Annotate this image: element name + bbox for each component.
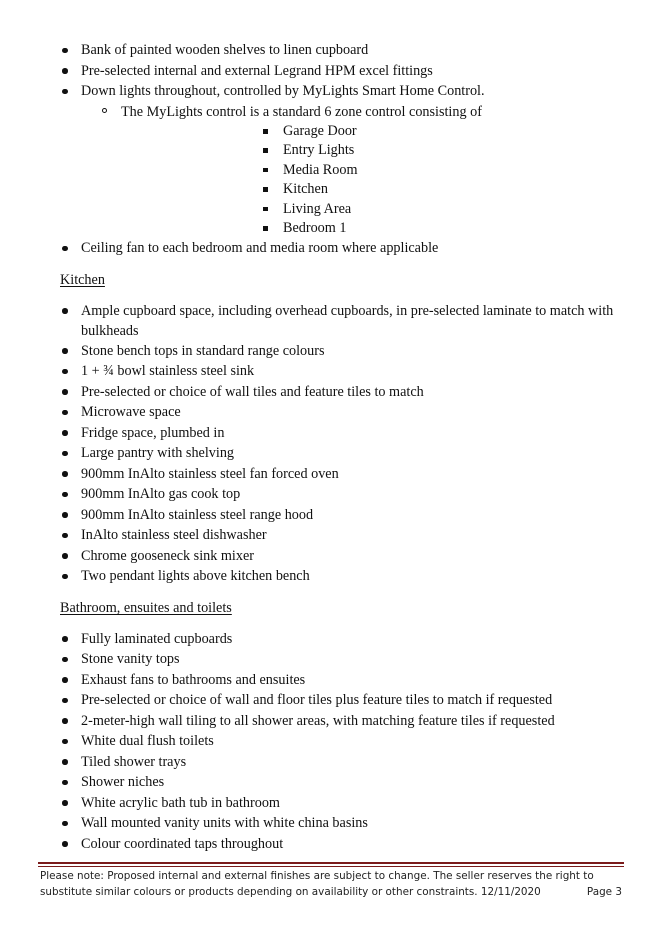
list-item [0, 81, 662, 238]
list-item: Pre-selected or choice of wall tiles and feature tiles to match [0, 382, 662, 403]
list-item: 900mm InAlto stainless steel range hood [0, 505, 662, 526]
page-footer [40, 869, 624, 900]
list-item: Stone bench tops in standard range colours [0, 341, 662, 362]
kitchen-list [0, 301, 662, 587]
list-item: Two pendant lights above kitchen bench [0, 566, 662, 587]
list-item: Exhaust fans to bathrooms and ensuites [0, 670, 662, 691]
list-item: Pre-selected or choice of wall and floor tiles plus feature tiles to match if requested [0, 690, 662, 711]
footer-note-line2: substitute similar colours or products depending on availability or other constraints. 12/11/2020 [40, 885, 541, 898]
mylights-description: The MyLights control is a standard 6 zone control consisting of Garage Door Entry Lights Media Room Kitchen Living Area Bedroom 1 [0, 102, 622, 239]
list-item: Stone vanity tops [0, 649, 662, 670]
zone-item: Media Room [121, 161, 622, 180]
list-item-text: Down lights throughout, controlled by MyLights Smart Home Control. [81, 83, 485, 99]
zone-item: Garage Door [121, 122, 622, 141]
bathroom-list [0, 629, 662, 855]
zone-item: Living Area [121, 200, 622, 219]
footer-note-line1: Please note: Proposed internal and external finishes are subject to change. The seller reserves the right to [40, 870, 594, 882]
page-content [0, 40, 662, 854]
list-item: Large pantry with shelving [0, 443, 662, 464]
list-item: Tiled shower trays [0, 752, 662, 773]
list-item: 1 + ¾ bowl stainless steel sink [0, 361, 662, 382]
footer-divider [38, 862, 624, 864]
list-item: 900mm InAlto gas cook top [0, 484, 662, 505]
list-item: White dual flush toilets [0, 731, 662, 752]
list-item: Fully laminated cupboards [0, 629, 662, 650]
list-item: 2-meter-high wall tiling to all shower areas, with matching feature tiles if requested [0, 711, 662, 732]
zone-item: Bedroom 1 [121, 219, 622, 238]
list-item: InAlto stainless steel dishwasher [0, 525, 662, 546]
page-number: Page 3 [586, 885, 622, 898]
zone-list [121, 122, 622, 238]
kitchen-heading: Kitchen [60, 271, 105, 288]
list-item: Ceiling fan to each bedroom and media room where applicable [0, 238, 662, 259]
footer-divider-thin [38, 866, 624, 867]
list-item: Microwave space [0, 402, 662, 423]
list-item: Shower niches [0, 772, 662, 793]
list-item: Wall mounted vanity units with white china basins [0, 813, 662, 834]
list-item: Pre-selected internal and external Legrand HPM excel fittings [0, 61, 662, 82]
bathroom-heading: Bathroom, ensuites and toilets [60, 599, 232, 616]
features-list [0, 40, 662, 259]
list-item: White acrylic bath tub in bathroom [0, 793, 662, 814]
list-item: Colour coordinated taps throughout [0, 834, 662, 855]
zone-item: Kitchen [121, 180, 622, 199]
list-item: Fridge space, plumbed in [0, 423, 662, 444]
list-item: Ample cupboard space, including overhead cupboards, in pre-selected laminate to match with bulkheads [0, 301, 662, 341]
list-item: 900mm InAlto stainless steel fan forced oven [0, 464, 662, 485]
list-item: Bank of painted wooden shelves to linen cupboard [0, 40, 662, 61]
list-item: Chrome gooseneck sink mixer [0, 546, 662, 567]
mylights-sublist [81, 102, 622, 239]
zone-item: Entry Lights [121, 141, 622, 160]
